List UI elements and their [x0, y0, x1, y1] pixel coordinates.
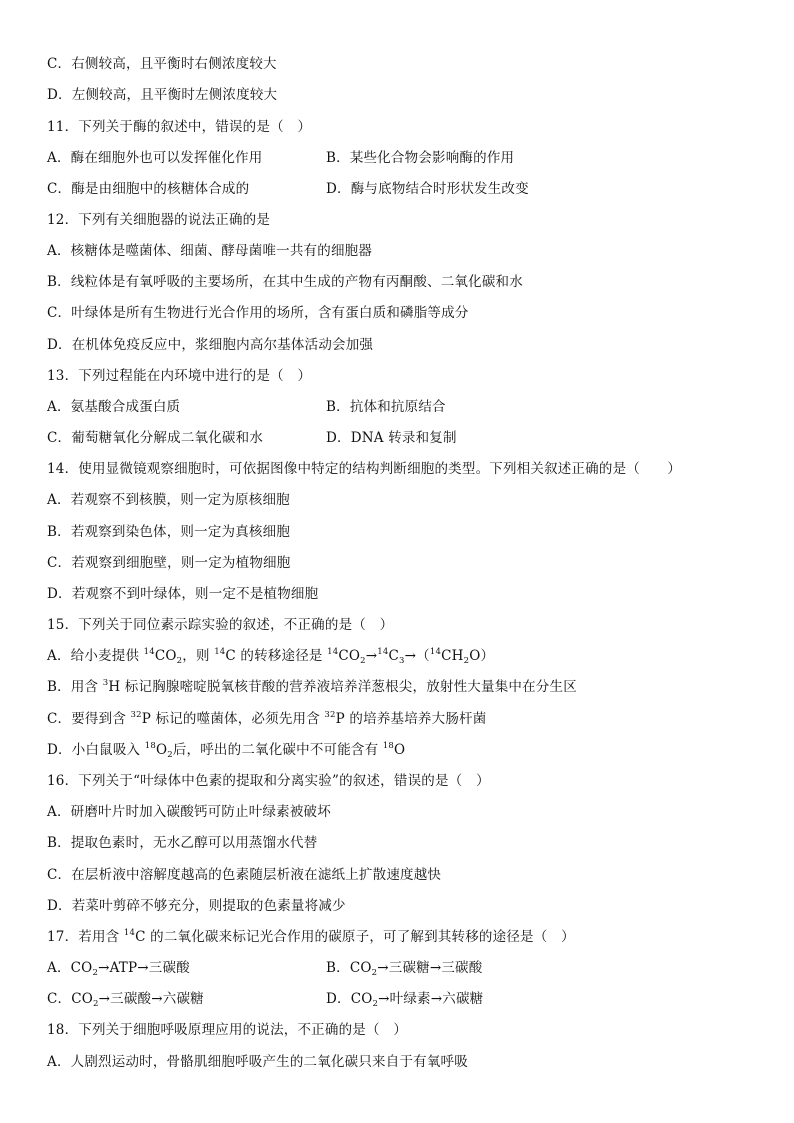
q12-option-b: B．线粒体是有氧呼吸的主要场所，在其中生成的产物有丙酮酸、二氧化碳和水 [47, 274, 523, 290]
q12-option-c: C．叶绿体是所有生物进行光合作用的场所，含有蛋白质和磷脂等成分 [47, 305, 469, 321]
q13-option-a: A．氨基酸合成蛋白质 [47, 399, 181, 415]
q15-option-d: D．小白鼠吸入 $^{18}O_2$后，呼出的二氧化碳中不可能含有 $^{18}$O [47, 741, 406, 760]
q13-option-b: B．抗体和抗原结合 [326, 399, 446, 415]
q14-option-b: B．若观察到染色体，则一定为真核细胞 [47, 524, 291, 540]
q14-option-c: C．若观察到细胞壁，则一定为植物细胞 [47, 555, 291, 571]
q15-option-a: A．给小麦提供 $^{14}CO_2$，则 $^{14}$C 的转移途径是 $^{14}CO_2\to^{14}C_3\to(^{14}CH_2O)$ [47, 647, 495, 666]
q16-option-a: A．研磨叶片时加入碳酸钙可防止叶绿素被破坏 [47, 804, 331, 820]
question-12: 12．下列有关细胞器的说法正确的是 [47, 212, 271, 228]
q11-option-b: B．某些化合物会影响酶的作用 [326, 150, 515, 166]
q15-option-b: B．用含 $^3$H 标记胸腺嘧啶脱氧核苷酸的营养液培养洋葱根尖，放射性大量集中在分生区 [47, 678, 577, 695]
option-d: D．左侧较高，且平衡时左侧浓度较大 [47, 87, 278, 103]
question-14: 14．使用显微镜观察细胞时，可依据图像中特定的结构判断细胞的类型。下列相关叙述正确的是（ ） [47, 461, 682, 477]
q13-option-d: D．DNA 转录和复制 [326, 430, 457, 446]
q14-option-a: A．若观察不到核膜，则一定为原核细胞 [47, 492, 290, 508]
q14-option-d: D．若观察不到叶绿体，则一定不是植物细胞 [47, 586, 319, 602]
question-17: 17．若用含 $^{14}$C 的二氧化碳来标记光合作用的碳原子，可了解到其转移的途径是（ ） [47, 928, 575, 945]
q13-option-c: C．葡萄糖氧化分解成二氧化碳和水 [47, 430, 264, 446]
option-c: C．右侧较高，且平衡时右侧浓度较大 [47, 56, 277, 72]
q11-option-c: C．酶是由细胞中的核糖体合成的 [47, 181, 250, 197]
q12-option-d: D．在机体免疫反应中，浆细胞内高尔基体活动会加强 [47, 337, 374, 353]
q11-option-a: A．酶在细胞外也可以发挥催化作用 [47, 150, 263, 166]
question-18: 18．下列关于细胞呼吸原理应用的说法，不正确的是（ ） [47, 1022, 408, 1038]
q17-option-d: D．$CO_2\to$叶绿素→六碳糖 [326, 991, 484, 1009]
q15-option-c: C．要得到含 $^{32}$P 标记的噬菌体，必须先用含 $^{32}$P 的培养基培养大肠杆菌 [47, 710, 487, 727]
question-16: 16．下列关于“叶绿体中色素的提取和分离实验”的叙述，错误的是（ ） [47, 773, 490, 789]
question-11: 11．下列关于酶的叙述中，错误的是（ ） [47, 119, 312, 135]
q17-option-b: B．$CO_2\to$三碳糖→三碳酸 [326, 960, 483, 978]
q16-option-b: B．提取色素时，无水乙醇可以用蒸馏水代替 [47, 835, 318, 851]
q18-option-a: A．人剧烈运动时，骨骼肌细胞呼吸产生的二氧化碳只来自于有氧呼吸 [47, 1054, 468, 1070]
q11-option-d: D．酶与底物结合时形状发生改变 [326, 181, 529, 197]
question-13: 13．下列过程能在内环境中进行的是（ ） [47, 368, 312, 384]
q12-option-a: A．核糖体是噬菌体、细菌、酵母菌唯一共有的细胞器 [47, 243, 373, 259]
q17-option-a: A．$CO_2\to ATP\to$三碳酸 [47, 960, 190, 978]
q16-option-d: D．若菜叶剪碎不够充分，则提取的色素量将减少 [47, 898, 346, 914]
q16-option-c: C．在层析液中溶解度越高的色素随层析液在滤纸上扩散速度越快 [47, 867, 442, 883]
q17-option-c: C．$CO_2\to$三碳酸→六碳糖 [47, 991, 204, 1009]
question-15: 15．下列关于同位素示踪实验的叙述，不正确的是（ ） [47, 617, 394, 633]
